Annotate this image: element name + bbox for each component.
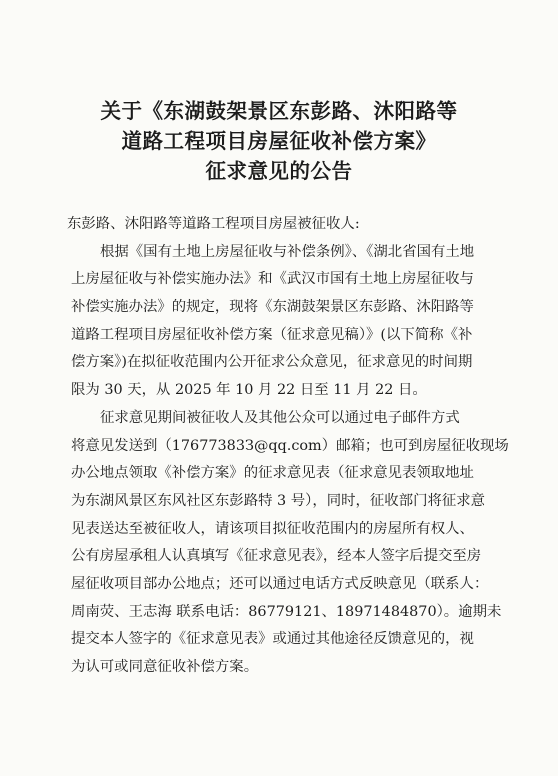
paragraph-2-line: 征求意见期间被征收人及其他公众可以通过电子邮件方式 [100, 409, 460, 426]
paragraph-1-line: 限为 30 天，从 2025 年 10 月 22 日至 11 月 22 日。 [71, 382, 427, 399]
announcement-title [0, 96, 558, 186]
paragraph-2-line: 屋征收项目部办公地点；还可以通过电话方式反映意见（联系人： [71, 575, 489, 592]
paragraph-2-line: 周南荧、王志海 联系电话：86779121、18971484870）。逾期未 [71, 603, 502, 620]
paragraph-2-line: 将意见发送到（17677383З@qq.com）邮箱；也可到房屋征收现场 [71, 437, 509, 454]
paragraph-1-line: 上房屋征收与补偿实施办法》和《武汉市国有土地上房屋征收与 [71, 271, 474, 288]
paragraph-1 [71, 239, 513, 405]
title-line-3: 征求意见的公告 [205, 159, 353, 183]
salutation: 东彭路、沐阳路等道路工程项目房屋被征收人: [67, 216, 360, 232]
paragraph-2-line: 为东湖风景区东风社区东彭路特 3 号），同时，征收部门将征求意 [71, 492, 486, 509]
paragraph-2 [71, 405, 513, 682]
paragraph-1-line: 根据《国有土地上房屋征收与补偿条例》、《湖北省国有土地 [100, 243, 475, 260]
paragraph-1-line: 补偿实施办法》的规定，现将《东湖鼓架景区东彭路、沐阳路等 [71, 299, 474, 316]
paragraph-2-line: 为认可或同意征收补偿方案。 [71, 659, 259, 675]
paragraph-2-line: 见表送达至被征收人，请该项目拟征收范围内的房屋所有权人、 [71, 520, 474, 537]
title-line-1: 关于《东湖鼓架景区东彭路、沐阳路等 [100, 99, 458, 123]
paragraph-2-line: 提交本人签字的《征求意见表》或通过其他途径反馈意见的，视 [71, 631, 474, 648]
paragraph-2-line: 公有房屋承租人认真填写《征求意见表》，经本人签字后提交至房 [71, 548, 482, 565]
title-line-2: 道路工程项目房屋征收补偿方案》 [121, 129, 437, 153]
paragraph-1-line: 偿方案》)在拟征收范围内公开征求公众意见，征求意见的时间期 [71, 354, 473, 371]
paragraph-1-line: 道路工程项目房屋征收补偿方案（征求意见稿）》(以下简称《补 [71, 326, 473, 343]
announcement-body [67, 211, 513, 682]
paragraph-2-line: 办公地点领取《补偿方案》的征求意见表（征求意见表领取地址 [71, 465, 474, 482]
